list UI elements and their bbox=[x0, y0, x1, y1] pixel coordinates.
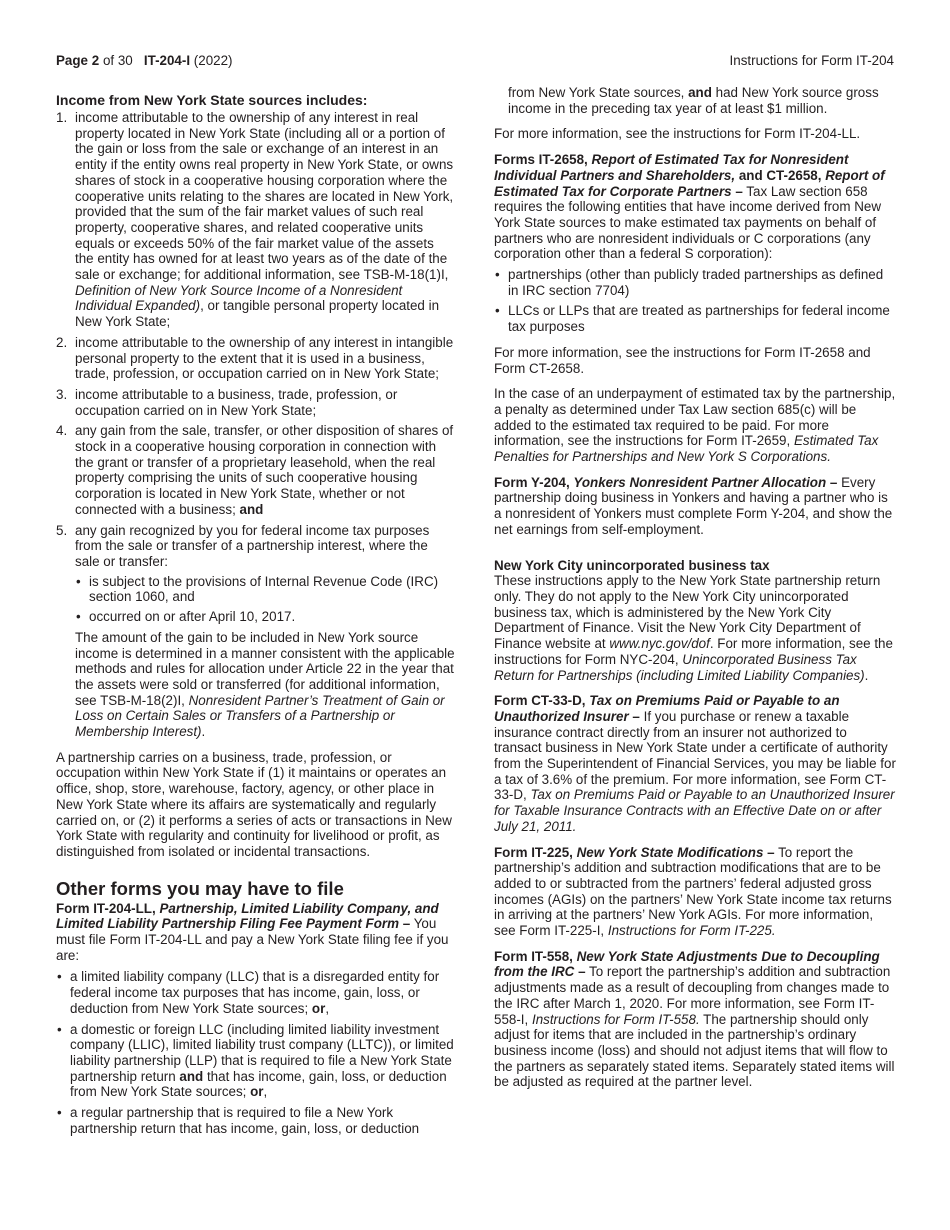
nyc-ubt-heading: New York City unincorporated business tax bbox=[494, 557, 770, 573]
nyc-dof-url: www.nyc.gov/dof bbox=[609, 636, 710, 652]
sub-list bbox=[75, 574, 456, 625]
list-item: 5. any gain recognized by you for federal income tax purposes from the sale or transfer of a partnership interest, where the sale or transfer: • is subject to the provisions of Internal Revenue Code (IRC) section 1060, and • occurred on or after April 10, 2017. The amount of the gain to be included in New York source income is determined in a manner consistent with the applicable methods and rules for allocation under Article 22 in the year that the assets were sold or transferred (for additional information, see TSB-M-18(2)I, Nonresident Partner’s Treatment of Gain or Loss on Certain Sales or Transfers of a Partnership or Membership Interest). bbox=[56, 523, 456, 740]
sources-heading: Income from New York State sources includes: bbox=[56, 92, 368, 108]
sub-list-item: • is subject to the provisions of Internal Revenue Code (IRC) section 1060, and bbox=[75, 574, 456, 605]
page-total: of 30 bbox=[102, 53, 133, 68]
sources-list bbox=[56, 110, 456, 740]
gain-amount-note: The amount of the gain to be included in New York source income is determined in a manner consistent with the applicable methods and rules for allocation under Article 22 in the year that the assets were sold or transferred (for additional information, see TSB-M-18(2)I, Nonresident Partner’s Treatment of Gain or Loss on Certain Sales or Transfers of a Partnership or Membership Interest). bbox=[75, 629, 455, 740]
list-item: • a limited liability company (LLC) that is a disregarded entity for federal income tax purposes that has income, gain, loss, or deduction from New York State sources; or, bbox=[56, 969, 456, 1016]
form-y204-entry: Form Y-204, Yonkers Nonresident Partner Allocation – Every partnership doing business in Yonkers and having a partner who is a nonresident of Yonkers must complete Form Y-204, and show the net earnings from self-employment. bbox=[494, 474, 893, 537]
sub-list-item: • occurred on or after April 10, 2017. bbox=[75, 609, 456, 625]
continued-bullet-text: from New York State sources, and had New York source gross income in the preceding tax year of at least $1 million. bbox=[508, 85, 879, 116]
page-label: Page bbox=[56, 53, 89, 68]
filing-fee-list bbox=[56, 969, 456, 1136]
page-header-right: Instructions for Form IT-204 bbox=[729, 53, 894, 68]
form-it2658-entry: Forms IT-2658, Report of Estimated Tax for Nonresident Individual Partners and Shareholders, and CT-2658, Report of Estimated Tax for Corporate Partners – Tax Law section 658 requires the following entities that have income derived from New York State sources to make estimated tax payments on behalf of partners who are nonresident individuals or C corporations (any corporation other than a federal S corporation): bbox=[494, 152, 885, 262]
estimated-tax-entities-list bbox=[494, 267, 896, 335]
underpayment-paragraph: In the case of an underpayment of estimated tax by the partnership, a penalty as determined under Tax Law section 685(c) will be added to the estimated tax required to be paid. For more information, see the instructions for Form IT-2659, Estimated Tax Penalties for Partnerships and New York S Corporations. bbox=[494, 386, 896, 465]
list-item: 2. income attributable to the ownership of any interest in intangible personal property to the extent that it is used in a business, trade, profession, or occupation carried on in New York State; bbox=[56, 334, 454, 382]
list-item: • a regular partnership that is required to file a New York partnership return that has income, gain, loss, or deduction bbox=[56, 1105, 456, 1136]
list-item: 4. any gain from the sale, transfer, or other disposition of shares of stock in a cooperative housing corporation in connection with the grant or transfer of a proprietary leasehold, when the real property comprising the units of such cooperative housing corporation is located in New York State, whether or not connected with a business; and bbox=[56, 423, 454, 517]
page-number: 2 bbox=[91, 53, 100, 68]
form-year: (2022) bbox=[193, 53, 233, 68]
form-ct33d-entry: Form CT-33-D, Tax on Premiums Paid or Payable to an Unauthorized Insurer – If you purchase or renew a taxable insurance contract directly from an insurer not authorized to transact business in New York State under a certificate of authority from the Superintendent of Financial Services, you may be liable for a tax of 3.6% of the premium. For more information, see Form CT-33-D, Tax on Premiums Paid or Payable to an Unauthorized Insurer for Taxable Insurance Contracts with an Effective Date on or after July 21, 2011. bbox=[494, 693, 896, 834]
form-it558-entry: Form IT-558, New York State Adjustments Due to Decoupling from the IRC – To report the partnership’s addition and subtraction adjustments made as a result of decoupling from changes made to the IRC after March 1, 2020. For more information, see Form IT-558-I, Instructions for Form IT-558. The partnership should only adjust for items that are included in the partnership’s ordinary business income (loss) and should not adjust items that will flow to the partners as separately stated items. Separately stated items will be adjusted as required at the partner level. bbox=[494, 948, 895, 1090]
list-item: • LLCs or LLPs that are treated as partnerships for federal income tax purposes bbox=[494, 303, 896, 334]
more-info-it204ll: For more information, see the instructions for Form IT-204-LL. bbox=[494, 126, 861, 142]
other-forms-heading: Other forms you may have to file bbox=[56, 877, 344, 899]
right-column bbox=[494, 85, 896, 1100]
left-column bbox=[56, 85, 456, 1146]
page-header-left bbox=[56, 53, 233, 69]
form-it204ll-entry: Form IT-204-LL, Partnership, Limited Liability Company, and Limited Liability Partnership Filing Fee Payment Form – You must file Form IT-204-LL and pay a New York State filing fee if you are: bbox=[56, 900, 449, 963]
partnership-paragraph: A partnership carries on a business, trade, profession, or occupation within New York State if (1) it maintains or operates an office, shop, store, warehouse, factory, agency, or other place in New York State where its affairs are systematically and regularly carried on, or (2) it performs a series of acts or transactions in New York State with regularity and continuity for livelihood or profit, as distinguished from isolated or incidental transactions. bbox=[56, 749, 452, 859]
list-item: 3. income attributable to a business, trade, profession, or occupation carried on in New York State; bbox=[56, 386, 398, 418]
form-it225-entry: Form IT-225, New York State Modifications – To report the partnership’s addition and subtraction modifications that are to be added to or subtracted from the partners’ federal adjusted gross incomes (AGIs) on the partners’ New York State income tax returns in arriving at the partners’ New York AGIs. For more information, see Form IT-225-I, Instructions for Form IT-225. bbox=[494, 844, 892, 939]
more-info-it2658: For more information, see the instructions for Form IT-2658 and Form CT-2658. bbox=[494, 344, 871, 376]
nyc-ubt-paragraph: These instructions apply to the New York State partnership return only. They do not apply to the New York City unincorporated business tax, which is administered by the New York City Department of Finance. Visit the New York City Department of Finance website at www.nyc.gov/dof. For more information, see the instructions for Form NYC-204, Unincorporated Business Tax Return for Partnerships (including Limited Liability Companies). bbox=[494, 573, 893, 683]
list-item: 1. income attributable to the ownership of any interest in real property located in New York State (including all or a portion of the gain or loss from the sale or exchange of an interest in an entity if the entity owns real property in New York State, or owns shares of stock in a cooperative housing corporation where the cooperative units relating to the shares are located in New York, provided that the sum of the fair market values of such real property, cooperative shares, and related cooperative units equals or exceeds 50% of the fair market value of the assets the entity has owned for at least two years as of the date of the sale or exchange; for additional information, see TSB-M-18(1)I, Definition of New York Source Income of a Nonresident Individual Expanded), or tangible personal property located in New York State; bbox=[56, 110, 454, 330]
form-code: IT-204-I bbox=[143, 53, 191, 68]
list-item: • a domestic or foreign LLC (including limited liability investment company (LLIC), limited liability trust company (LLTC)), or limited liability partnership (LLP) that is required to file a New York State partnership return and that has income, gain, loss, or deduction from New York State sources; or, bbox=[56, 1022, 456, 1101]
list-item: • partnerships (other than publicly traded partnerships as defined in IRC section 7704) bbox=[494, 267, 896, 298]
